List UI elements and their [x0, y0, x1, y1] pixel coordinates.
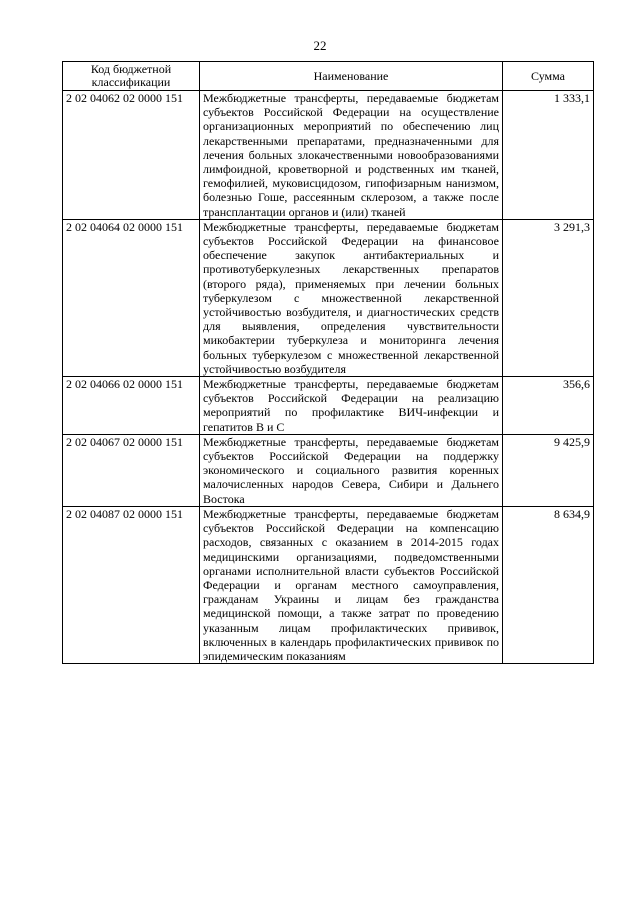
table-row	[63, 219, 594, 376]
row-sum: 356,6	[503, 377, 594, 435]
page-number: 22	[313, 38, 327, 53]
table-row	[63, 434, 594, 506]
budget-table	[62, 61, 594, 664]
row-code: 2 02 04087 02 0000 151	[63, 506, 200, 663]
row-sum: 8 634,9	[503, 506, 594, 663]
row-code: 2 02 04066 02 0000 151	[63, 377, 200, 435]
row-name: Межбюджетные трансферты, передаваемые бюджетам субъектов Российской Федерации на компенсацию расходов, связанных с оказанием в 2014-2015 годах медицинскими организациями, подведомственными органами исполнительной власти субъектов Российской Федерации и органам местного самоуправления, гражданам Украины и лицам без гражданства медицинской помощи, а также затрат по проведению указанным лицам профилактических прививок, включенных в календарь профилактических прививок по эпидемическим показаниям	[200, 506, 503, 663]
table-row	[63, 377, 594, 435]
row-code: 2 02 04067 02 0000 151	[63, 434, 200, 506]
table-row	[63, 91, 594, 220]
row-sum: 9 425,9	[503, 434, 594, 506]
row-code: 2 02 04064 02 0000 151	[63, 219, 200, 376]
row-sum: 3 291,3	[503, 219, 594, 376]
row-name: Межбюджетные трансферты, передаваемые бюджетам субъектов Российской Федерации на поддержку экономического и социального развития коренных малочисленных народов Севера, Сибири и Дальнего Востока	[200, 434, 503, 506]
table-row	[63, 506, 594, 663]
row-code: 2 02 04062 02 0000 151	[63, 91, 200, 220]
row-sum: 1 333,1	[503, 91, 594, 220]
table-header-row	[63, 62, 594, 91]
header-code: Код бюджетной классификации	[63, 62, 200, 91]
header-name: Наименование	[200, 62, 503, 91]
row-name: Межбюджетные трансферты, передаваемые бюджетам субъектов Российской Федерации на реализацию мероприятий по профилактике ВИЧ-инфекции и гепатитов B и C	[200, 377, 503, 435]
row-name: Межбюджетные трансферты, передаваемые бюджетам субъектов Российской Федерации на финансовое обеспечение закупок антибактериальных и противотуберкулезных лекарственных препаратов (второго ряда), применяемых при лечении больных туберкулезом с множественной лекарственной устойчивостью возбудителя, и диагностических средств для выявления, определения чувствительности микобактерии туберкулеза и мониторинга лечения больных туберкулезом с множественной лекарственной устойчивостью возбудителя	[200, 219, 503, 376]
row-name: Межбюджетные трансферты, передаваемые бюджетам субъектов Российской Федерации на осуществление организационных мероприятий по обеспечению лиц лекарственными препаратами, предназначенными для лечения больных злокачественными новообразованиями лимфоидной, кроветворной и родственных им тканей, гемофилией, муковисцидозом, гипофизарным нанизмом, болезнью Гоше, рассеянным склерозом, а также после трансплантации органов и (или) тканей	[200, 91, 503, 220]
header-sum: Сумма	[503, 62, 594, 91]
